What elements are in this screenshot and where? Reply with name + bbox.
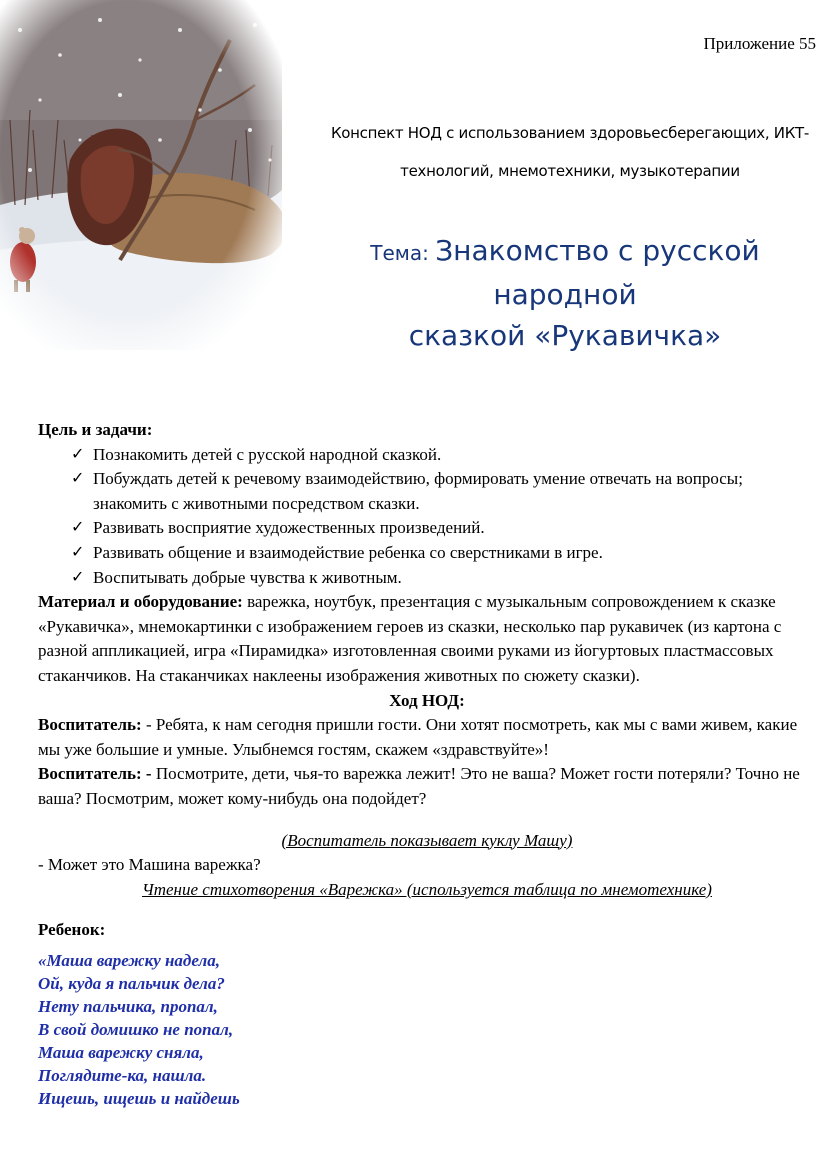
list-item: ✓ Побуждать детей к речевому взаимодействию, формировать умение отвечать на вопросы; знакомить с животными посредством сказки. bbox=[71, 469, 743, 513]
checkmark-icon: ✓ bbox=[71, 568, 85, 586]
poem-line: Нету пальчика, пропал, bbox=[38, 996, 218, 1016]
materials-text: варежка, ноутбук, презентация с музыкальным сопровождением к сказке «Рукавичка», мнемокартинки с изображением героев из сказки, несколько пар рукавичек (из картона с разной аппликацией, игра «Пирамидка» изготовленная своими руками из йогуртовых пластмассовых стаканчиков. На стаканчиках наклеены изображения животных по сюжету сказки). bbox=[38, 592, 782, 685]
speaker-label: Воспитатель: bbox=[38, 715, 142, 735]
reading-note: Чтение стихотворения «Варежка» (используется таблица по мнемотехнике) bbox=[142, 879, 712, 899]
poem-line: В свой домишко не попал, bbox=[38, 1019, 234, 1039]
poem-line: Ищешь, ищешь и найдешь bbox=[38, 1088, 240, 1108]
list-item: ✓ Развивать восприятие художественных произведений. bbox=[38, 516, 816, 541]
goals-heading: Цель и задачи: bbox=[38, 420, 153, 439]
materials-label: Материал и оборудование: bbox=[38, 592, 243, 612]
poem-line: Маша варежку сняла, bbox=[38, 1042, 204, 1062]
materials-paragraph bbox=[38, 590, 816, 688]
list-item: ✓ Воспитывать добрые чувства к животным. bbox=[38, 566, 816, 591]
checkmark-icon: ✓ bbox=[71, 445, 85, 463]
topic-line-2: народной bbox=[493, 278, 637, 311]
checkmark-icon: ✓ bbox=[71, 470, 85, 488]
child-label: Ребенок: bbox=[38, 920, 106, 940]
document-body bbox=[38, 418, 816, 1110]
list-item: ✓ Развивать общение и взаимодействие ребенка со сверстниками в игре. bbox=[38, 541, 816, 566]
topic-line-3: сказкой «Рукавичка» bbox=[408, 319, 722, 352]
topic-title bbox=[330, 230, 800, 356]
checkmark-icon: ✓ bbox=[71, 519, 85, 537]
goals-list bbox=[38, 443, 816, 591]
list-item: ✓ Познакомить детей с русской народной сказкой. bbox=[38, 443, 816, 468]
appendix-number: Приложение 55 bbox=[703, 34, 816, 53]
subtitle-line-1: Конспект НОД с использованием здоровьесберегающих, ИКТ- bbox=[330, 124, 810, 142]
topic-label: Тема: bbox=[370, 241, 436, 265]
poem-line: «Маша варежку надела, bbox=[38, 950, 220, 970]
topic-line-1: Знакомство с русской bbox=[435, 234, 760, 267]
poem-line: Поглядите-ка, нашла. bbox=[38, 1065, 207, 1085]
stage-direction: (Воспитатель показывает куклу Машу) bbox=[281, 830, 573, 850]
question-line: - Может это Машина варежка? bbox=[38, 855, 261, 875]
speaker-label: Воспитатель: - bbox=[38, 764, 152, 784]
subtitle-line-2: технологий, мнемотехники, музыкотерапии bbox=[400, 162, 740, 180]
dialog-line: Воспитатель: - Посмотрите, дети, чья-то варежка лежит! Это не ваша? Может гости потеряли? Точно не ваша? Посмотрим, может кому-нибудь она подойдет? bbox=[38, 764, 800, 808]
checkmark-icon: ✓ bbox=[71, 543, 85, 561]
dialog-line: Воспитатель: - Ребята, к нам сегодня пришли гости. Они хотят посмотреть, как мы с вами живем, какие мы уже большие и умные. Улыбнемся гостям, скажем «здравствуйте»! bbox=[38, 715, 798, 759]
poem bbox=[38, 949, 816, 1110]
mitten-illustration bbox=[0, 0, 282, 350]
poem-line: Ой, куда я пальчик дела? bbox=[38, 973, 225, 993]
progress-heading: Ход НОД: bbox=[389, 690, 465, 710]
